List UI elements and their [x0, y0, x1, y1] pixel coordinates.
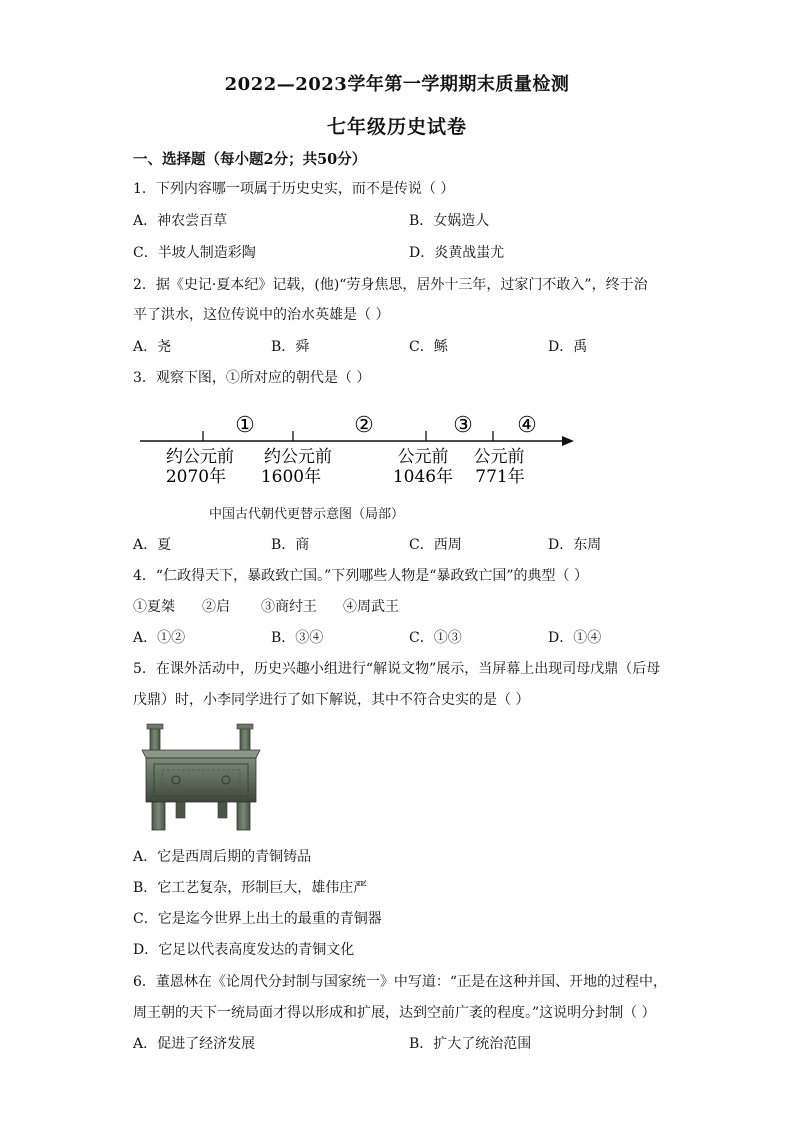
q2-option-b: B．舜	[271, 339, 310, 355]
timeline-arrow	[562, 436, 574, 446]
q1-option-c: C．半坡人制造彩陶	[133, 245, 256, 261]
simuwu-ding-image	[136, 722, 266, 834]
exam-subtitle: 七年级历史试卷	[326, 116, 467, 138]
q5-option-d: D．它足以代表高度发达的青铜文化	[133, 942, 355, 958]
q5-option-b: B．它工艺复杂，形制巨大，雄伟庄严	[133, 880, 368, 896]
question-5-stem-line1: 5．在课外活动中，历史兴趣小组进行“解说文物”展示，当屏幕上出现司母戊鼎（后母	[133, 661, 661, 677]
q1-option-d: D．炎黄战蚩尤	[409, 245, 505, 261]
q5-option-c: C．它是迄今世界上出土的最重的青铜器	[133, 911, 382, 927]
date-label-4-bottom: 771年	[475, 467, 525, 487]
q4-item-4: ④周武王	[343, 599, 399, 615]
q1-option-a: A．神农尝百草	[133, 213, 228, 229]
q4-item-1: ①夏桀	[133, 599, 175, 615]
question-5-stem-line2: 戊鼎）时，小李同学进行了如下解说，其中不符合史实的是（ ）	[133, 692, 530, 708]
q4-option-b: B．③④	[271, 630, 324, 646]
q6-option-b: B．扩大了统治范围	[409, 1036, 532, 1052]
question-6-stem-line2: 周王朝的天下一统局面才得以形成和扩展，达到空前广袤的程度。”这说明分封制（ ）	[133, 1005, 656, 1021]
date-label-3-bottom: 1046年	[392, 467, 454, 487]
question-2-stem-line1: 2．据《史记·夏本纪》记载，(他)“劳身焦思，居外十三年，过家门不敢入”，终于治	[133, 277, 648, 293]
question-3-stem: 3．观察下图，①所对应的朝代是（ ）	[133, 370, 371, 386]
date-label-2-top: 约公元前	[264, 447, 332, 467]
question-4-stem: 4．“仁政得天下，暴政致亡国。”下列哪些人物是“暴政致亡国”的典型（ ）	[133, 568, 588, 584]
period-mark-1: ①	[235, 413, 255, 438]
period-mark-3: ③	[453, 413, 473, 438]
date-label-1-bottom: 2070年	[165, 467, 227, 487]
question-2-stem-line2: 平了洪水，这位传说中的治水英雄是（ ）	[133, 307, 390, 323]
q6-option-a: A．促进了经济发展	[133, 1036, 256, 1052]
q3-option-b: B．商	[271, 537, 310, 553]
date-label-2-bottom: 1600年	[260, 467, 322, 487]
q3-option-c: C．西周	[409, 537, 462, 553]
period-mark-4: ④	[517, 413, 537, 438]
q4-option-a: A．①②	[133, 630, 186, 646]
date-label-4-top: 公元前	[473, 447, 525, 467]
q4-option-d: D．①④	[548, 630, 602, 646]
question-6-stem-line1: 6．董恩林在《论周代分封制与国家统一》中写道：“正是在这种并国、开地的过程中，	[133, 974, 668, 990]
period-mark-2: ②	[354, 413, 374, 438]
q2-option-d: D．禹	[548, 339, 588, 355]
date-label-3-top: 公元前	[397, 447, 449, 467]
q1-option-b: B．女娲造人	[409, 213, 490, 229]
q3-option-d: D．东周	[548, 537, 602, 553]
q2-option-a: A．尧	[133, 339, 172, 355]
timeline-caption: 中国古代朝代更替示意图（局部）	[209, 507, 405, 522]
q2-option-c: C．鲧	[409, 339, 448, 355]
q5-option-a: A．它是西周后期的青铜铸品	[133, 849, 312, 865]
q4-item-3: ③商纣王	[261, 599, 317, 615]
exam-title: 2022—2023学年第一学期期末质量检测	[224, 74, 570, 95]
date-label-1-top: 约公元前	[166, 447, 234, 467]
q4-item-2: ②启	[202, 599, 230, 615]
q3-option-a: A．夏	[133, 537, 172, 553]
q4-option-c: C．①③	[409, 630, 462, 646]
dynasty-timeline	[138, 405, 588, 490]
section-heading: 一、选择题（每小题2分；共50分）	[133, 151, 367, 168]
question-1-stem: 1．下列内容哪一项属于历史史实，而不是传说（ ）	[133, 181, 455, 197]
